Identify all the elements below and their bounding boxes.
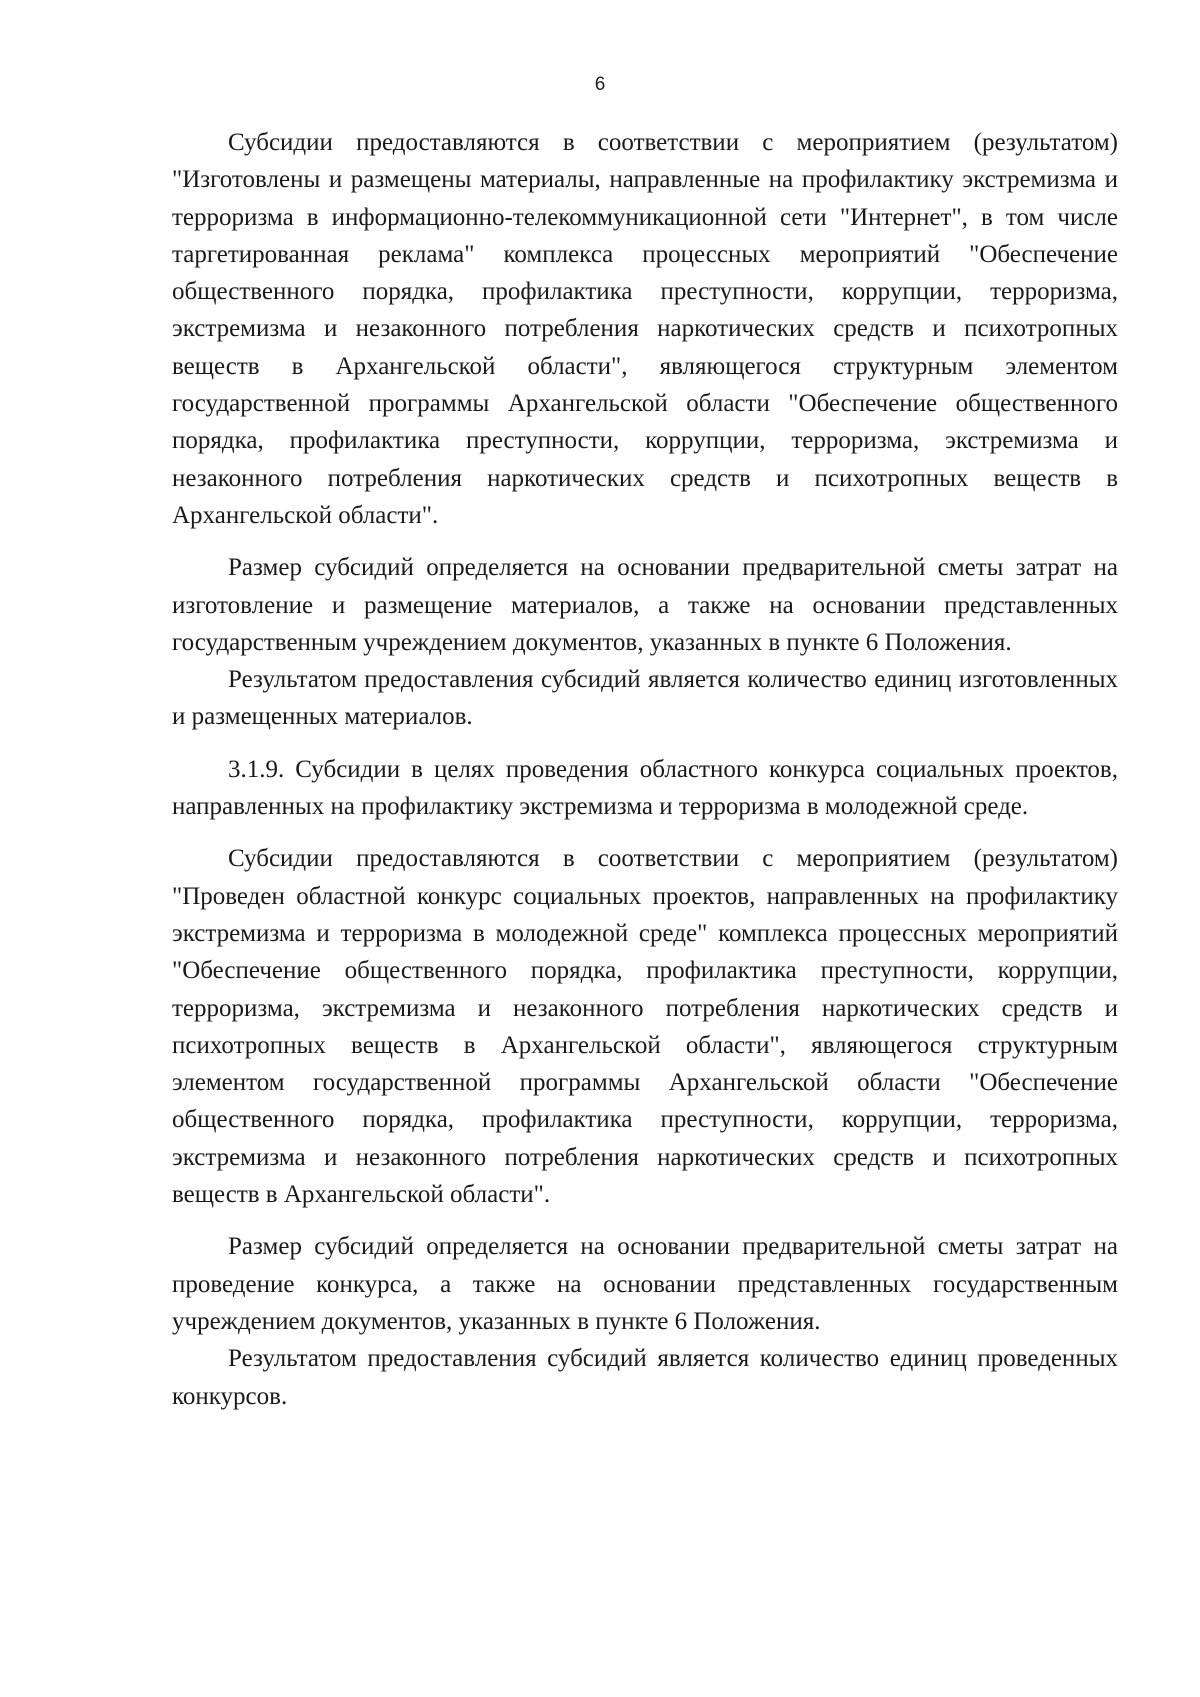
document-body: [172, 124, 1118, 1415]
paragraph-subsidy-result-contest: Результатом предоставления субсидий является количество единиц проведенных конкурсов.: [172, 1345, 1118, 1410]
paragraph-subsidy-basis-contest: Субсидии предоставляются в соответствии с мероприятием (результатом) "Проведен областной конкурс социальных проектов, направленных на профилактику экстремизма и терроризма в молодежной среде" комплекса процессных мероприятий "Обеспечение общественного порядка, профилактика преступности, коррупции, терроризма, экстремизма и незаконного потребления наркотических средств и психотропных веществ в Архангельской области", являющегося структурным элементом государственной программы Архангельской области "Обеспечение общественного порядка, профилактика преступности, коррупции, терроризма, экстремизма и незаконного потребления наркотических средств и психотропных веществ в Архангельской области".: [172, 845, 1118, 1209]
paragraph-subsidy-amount-contest: Размер субсидий определяется на основании предварительной сметы затрат на проведение конкурса, а также на основании представленных государственным учреждением документов, указанных в пункте 6 Положения.: [172, 1233, 1118, 1335]
paragraph-subsidy-basis-materials: Субсидии предоставляются в соответствии с мероприятием (результатом) "Изготовлены и размещены материалы, направленные на профилактику экстремизма и терроризма в информационно-телекоммуникационной сети "Интернет", в том числе таргетированная реклама" комплекса процессных мероприятий "Обеспечение общественного порядка, профилактика преступности, коррупции, терроризма, экстремизма и незаконного потребления наркотических средств и психотропных веществ в Архангельской области", являющегося структурным элементом государственной программы Архангельской области "Обеспечение общественного порядка, профилактика преступности, коррупции, терроризма, экстремизма и незаконного потребления наркотических средств и психотропных веществ в Архангельской области".: [172, 129, 1118, 529]
paragraph-subsidy-result-materials: Результатом предоставления субсидий является количество единиц изготовленных и размещенных материалов.: [172, 666, 1118, 731]
paragraph-subsidy-amount-materials: Размер субсидий определяется на основании предварительной сметы затрат на изготовление и размещение материалов, а также на основании представленных государственным учреждением документов, указанных в пункте 6 Положения.: [172, 554, 1118, 656]
page-number: 6: [594, 74, 606, 95]
paragraph-section-3-1-9: 3.1.9. Субсидии в целях проведения областного конкурса социальных проектов, направленных на профилактику экстремизма и терроризма в молодежной среде.: [172, 755, 1118, 821]
